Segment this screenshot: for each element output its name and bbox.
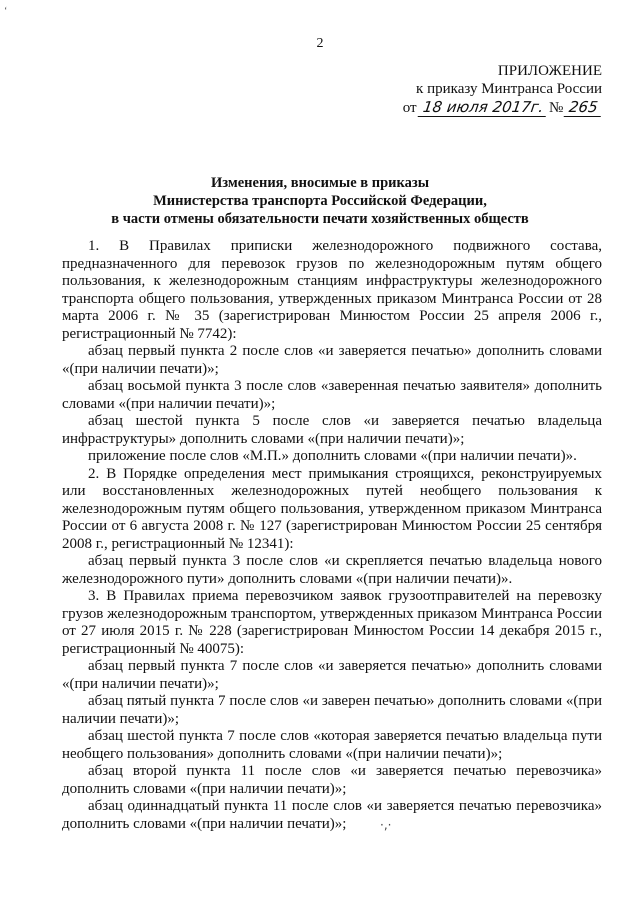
paragraph: абзац восьмой пункта 3 после слов «заверенная печатью заявителя» дополнить словами «(при наличии печати)»; (62, 378, 602, 412)
paragraph: 1. В Правилах приписки железнодорожного подвижного состава, предназначенного для перевозок грузов по железнодорожным путям общего пользования, к железнодорожным станциям инфраструктуры железнодорожного транспорта общего пользования, утвержденных приказом Минтранса России от 28 марта 2006 г. № 35 (зарегистрирован Минюстом России 25 апреля 2006 г., регистрационный № 7742): (62, 238, 602, 342)
paragraph: абзац шестой пункта 5 после слов «и заверяется печатью владельца инфраструктуры» дополнить словами «(при наличии печати)»; (62, 413, 602, 447)
paragraph: 3. В Правилах приема перевозчиком заявок грузоотправителей на перевозку грузов железнодорожным транспортом, утвержденных приказом Минтранса России от 27 июля 2015 г. № 228 (зарегистрирован Минюстом России 14 декабря 2015 г., регистрационный № 40075): (62, 588, 602, 657)
paragraph: абзац первый пункта 2 после слов «и заверяется печатью» дополнить словами «(при наличии печати)»; (62, 343, 602, 377)
heading-line-2: Министерства транспорта Российской Федерации, (153, 193, 487, 209)
paragraph: абзац шестой пункта 7 после слов «которая заверяется печатью владельца пути необщего пользования» дополнить словами «(при наличии печати)»; (62, 728, 602, 762)
order-number-label: № (549, 100, 564, 116)
heading-line-1: Изменения, вносимые в приказы (210, 175, 430, 191)
paragraph: абзац первый пункта 7 после слов «и заверяется печатью» дополнить словами «(при наличии печати)»; (62, 658, 602, 692)
appendix-title: ПРИЛОЖЕНИЕ (497, 63, 602, 79)
appendix-block (372, 62, 602, 117)
stray-mark: ·,· (380, 818, 392, 832)
corner-mark: ‘ (4, 6, 8, 17)
paragraph: приложение после слов «М.П.» дополнить словами «(при наличии печати)». (88, 448, 577, 464)
paragraph: абзац первый пункта 3 после слов «и скрепляется печатью владельца нового железнодорожного пути» дополнить словами «(при наличии печати)». (62, 553, 602, 587)
page-number: 2 (316, 36, 324, 51)
order-prefix: от (402, 100, 417, 116)
paragraph: абзац одиннадцатый пункта 11 после слов «и заверяется печатью перевозчика» дополнить словами «(при наличии печати)»; (62, 798, 602, 832)
heading-line-3: в части отмены обязательности печати хозяйственных обществ (111, 211, 529, 227)
appendix-order-line (372, 98, 602, 117)
document-body (62, 238, 602, 833)
paragraph: абзац пятый пункта 7 после слов «и заверен печатью» дополнить словами «(при наличии печати)»; (62, 693, 602, 727)
paragraph: 2. В Порядке определения мест примыкания строящихся, реконструируемых или восстановленных железнодорожных путей необщего пользования к железнодорожным путям общего пользования, утвержденном приказом Минтранса России от 6 августа 2008 г. № 127 (зарегистрирован Минюстом России 25 сентября 2008 г., регистрационный № 12341): (62, 465, 602, 552)
paragraph: абзац второй пункта 11 после слов «и заверяется печатью перевозчика» дополнить словами «(при наличии печати)»; (62, 763, 602, 797)
order-date-handwritten: 18 июля 2017г. (417, 98, 548, 117)
document-heading (60, 174, 580, 228)
appendix-order-ref: к приказу Минтранса России (416, 81, 602, 97)
order-number-handwritten: 265 (564, 98, 603, 117)
